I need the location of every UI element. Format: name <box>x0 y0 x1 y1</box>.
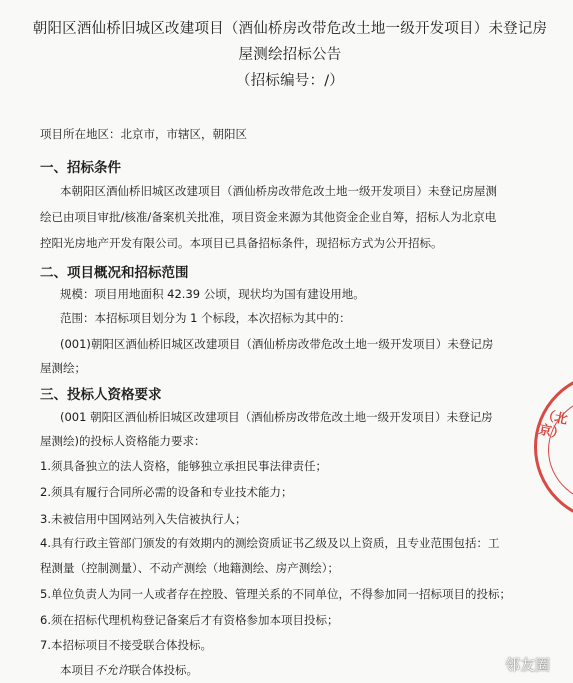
title-line-1: 朝阳区酒仙桥旧城区改建项目（酒仙桥房改带危改土地一级开发项目）未登记房 <box>32 21 548 37</box>
section-1-line-3: 控阳光房地产开发有限公司。本项目已具备招标条件，现招标方式为公开招标。 <box>40 236 443 250</box>
project-scale: 规模：项目用地面积 42.39 公顷，现状均为国有建设用地。 <box>60 287 365 301</box>
section-2-heading: 二、项目概况和招标范围 <box>40 265 189 281</box>
qualification-intro-line-1: (001 朝阳区酒仙桥旧城区改建项目（酒仙桥房改带危改土地一级开发项目）未登记房 <box>60 410 493 424</box>
section-1-line-1: 本朝阳区酒仙桥旧城区改建项目（酒仙桥房改带危改土地一级开发项目）未登记房屋测 <box>60 184 497 198</box>
project-scope: 范围：本招标项目划分为 1 个标段，本次招标为其中的： <box>60 311 351 325</box>
tender-number: （招标编号：/） <box>236 73 344 89</box>
requirement-2: 2.须具有履行合同所必需的设备和专业技术能力； <box>40 485 293 499</box>
section-3-heading: 三、投标人资格要求 <box>40 387 162 403</box>
watermark-logo: 邻友圈 <box>505 656 551 674</box>
section-1-line-2: 绘已由项目审批/核准/备案机关批准，项目资金来源为其他资金企业自筹，招标人为北京电 <box>40 210 497 224</box>
title-line-2: 屋测绘招标公告 <box>238 47 342 63</box>
joint-bid-note <box>60 662 198 678</box>
requirement-4-line-1: 4.具有行政主管部门颁发的有效期内的测绘资质证书乙级及以上资质，且专业范围包括：工 <box>40 536 500 550</box>
joint-bid-not-allowed: 不允许 <box>94 663 129 677</box>
seal-text: （北京） <box>537 407 569 443</box>
requirement-4-line-2: 程测量（控制测量）、不动产测绘（地籍测绘、房产测绘）； <box>40 561 339 575</box>
joint-bid-suffix: 联合体投标。 <box>129 663 198 677</box>
lot-item-line-2: 屋测绘； <box>40 361 86 375</box>
requirement-3: 3.未被信用中国网站列入失信被执行人； <box>40 512 247 526</box>
project-location: 项目所在地区：北京市，市辖区，朝阳区 <box>40 127 247 141</box>
requirement-7: 7.本招标项目不接受联合体投标。 <box>40 638 212 652</box>
joint-bid-prefix: 本项目 <box>60 663 95 677</box>
requirement-5: 5.单位负责人为同一人或者存在控股、管理关系的不同单位，不得参加同一招标项目的投标； <box>40 587 511 601</box>
section-1-heading: 一、招标条件 <box>40 160 121 176</box>
requirement-1: 1.须具备独立的法人资格，能够独立承担民事法律责任； <box>40 459 327 473</box>
lot-item-line-1: (001)朝阳区酒仙桥旧城区改建项目（酒仙桥房改带危改土地一级开发项目）未登记房 <box>60 337 494 351</box>
qualification-intro-line-2: 屋测绘)的投标人资格能力要求： <box>40 434 206 448</box>
requirement-6: 6.须在招标代理机构登记备案后才有资格参加本项目投标； <box>40 613 339 627</box>
